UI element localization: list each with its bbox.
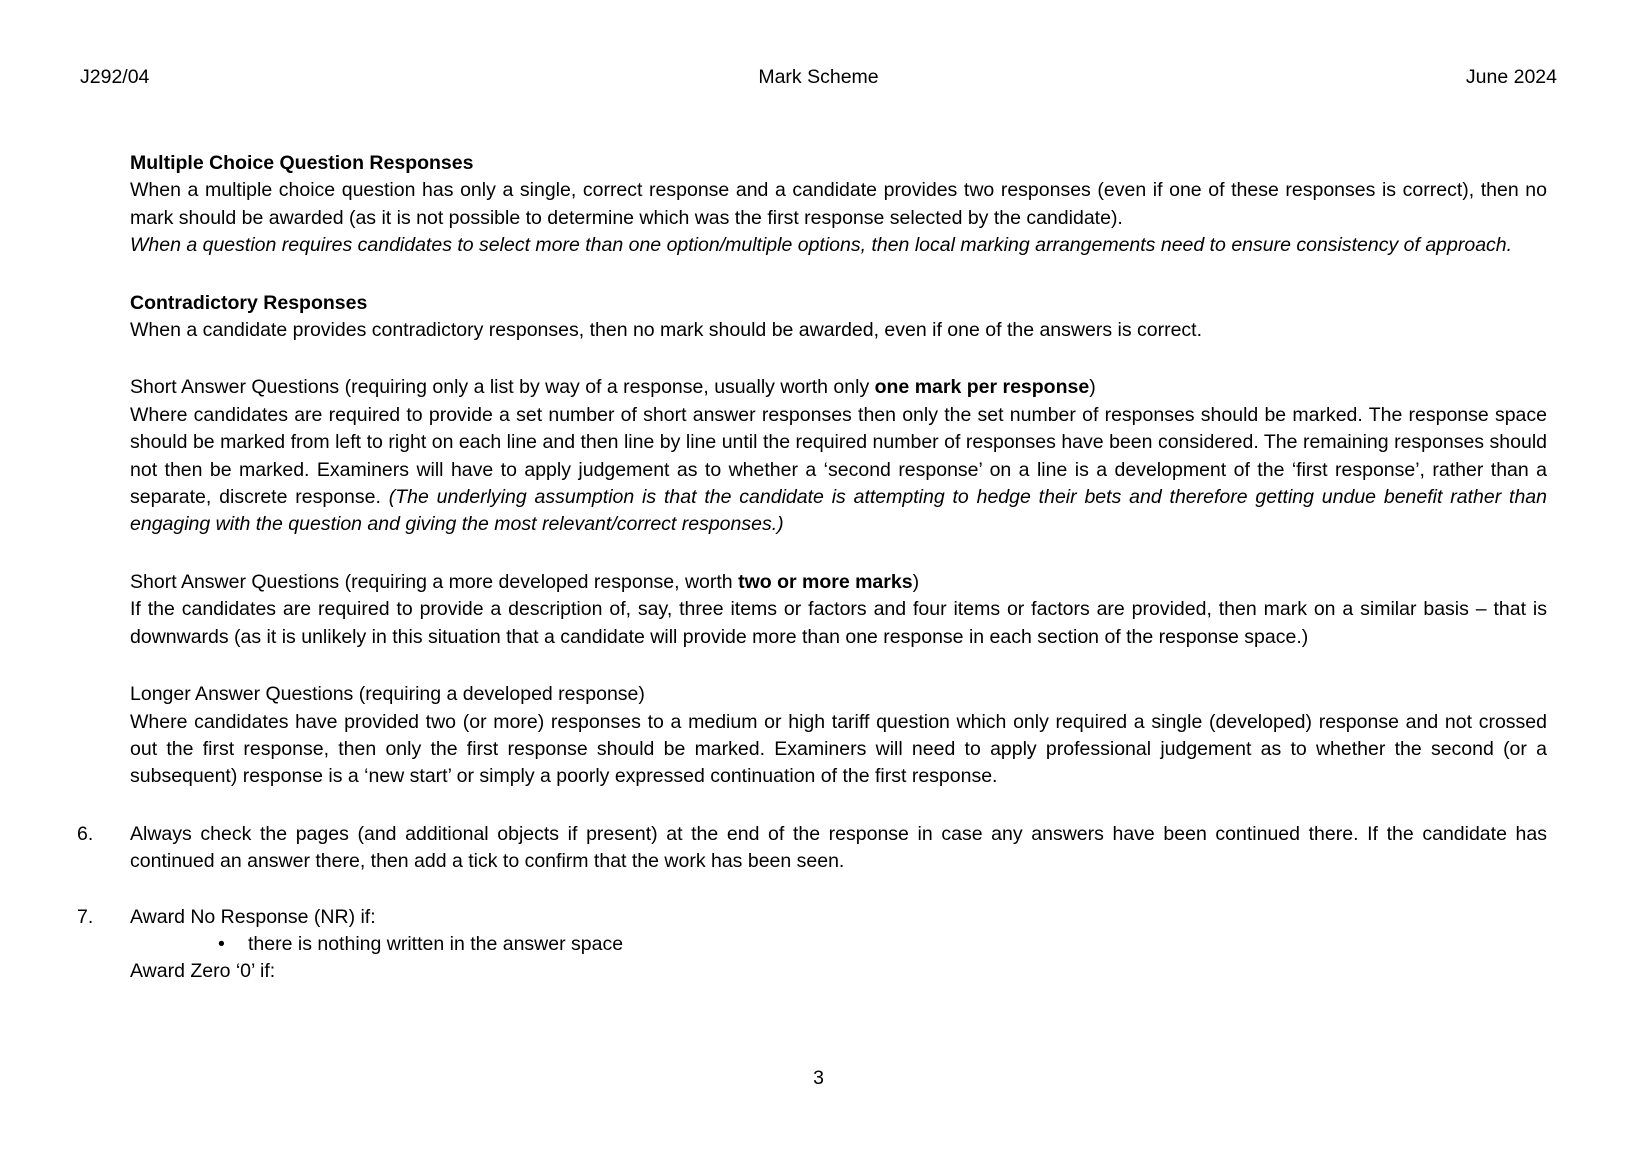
paragraph-text: Where candidates are required to provide a set number of short answer responses then only the set number of responses should be marked. The response space should be marked from left to right on each line and then line by line until the required number of responses have been considered. The remaining responses should not then be marked. Examiners will have to apply judgement as to whether a ‘second response’ on a line is a development of the ‘first response’, rather than a separate, discrete response. [130,403,1547,509]
bullet-text: there is nothing written in the answer space [248,932,624,955]
section-short-answer-developed [130,569,1547,651]
numbered-item-7 [77,904,1547,986]
item-text: Award No Response (NR) if: [130,905,376,928]
doc-date: June 2024 [1465,66,1557,88]
paragraph: When a candidate provides contradictory responses, then no mark should be awarded, even if one of the answers is correct. [130,319,1203,342]
numbered-item-6 [77,821,1547,876]
paragraph: Where candidates have provided two (or more) responses to a medium or high tariff question which only required a single (developed) response and not crossed out the first response, then only the first response should be marked. Examiners will need to apply professional judgement as to whether the second (or a subsequent) response is a ‘new start’ or simply a poorly expressed continuation of the first response. [130,710,1547,788]
paragraph-italic: When a question requires candidates to select more than one option/multiple options, then local marking arrangements need to ensure consistency of approach. [130,234,1513,257]
page-number: 3 [813,1066,824,1089]
doc-title: Mark Scheme [758,66,879,88]
bullet-icon: • [218,932,225,955]
section-contradictory [130,290,1547,345]
item-number: 7. [77,905,94,928]
section-heading: Multiple Choice Question Responses [130,152,474,174]
heading-text: Short Answer Questions (requiring only a list by way of a response, usually worth only [130,376,875,399]
section-multiple-choice [130,150,1547,260]
section-longer-answer [130,681,1547,791]
paragraph [130,402,1547,539]
paragraph: When a multiple choice question has only a single, correct response and a candidate provides two responses (even if one of these responses is correct), then no mark should be awarded (as it is not possible to determine which was the first response selected by the candidate). [130,179,1547,229]
document-body [77,150,1547,1014]
heading-text: ) [1089,376,1096,399]
heading-text: ) [912,570,920,593]
heading-bold-text: one mark per response [874,376,1090,399]
section-heading: Contradictory Responses [130,291,368,314]
heading-text: Short Answer Questions (requiring a more developed response, worth [130,570,739,593]
paragraph-italic-text: (The underlying assumption is that the candidate is attempting to hedge their bets and therefore getting undue benefit rather than engaging with the question and giving the most relevant/correct responses.) [130,486,1547,536]
section-short-answer-list [130,374,1547,538]
award-zero-line: Award Zero ‘0’ if: [130,960,276,983]
section-heading [130,374,1547,401]
heading-bold-text: two or more marks [738,570,913,593]
item-number: 6. [77,822,94,845]
paragraph: If the candidates are required to provide a description of, say, three items or factors and four items or factors are provided, then mark on a similar basis – that is downwards (as it is unlikely in this situation that a candidate will provide more than one response in each section of the response space.) [130,598,1547,648]
bullet-item [130,931,1547,958]
doc-code: J292/04 [80,66,150,88]
section-heading: Longer Answer Questions (requiring a developed response) [130,683,645,706]
section-heading [130,569,1547,596]
item-text: Always check the pages (and additional objects if present) at the end of the response in case any answers have been continued there. If the candidate has continued an answer there, then add a tick to confirm that the work has been seen. [130,822,1547,873]
page-header [80,64,1557,91]
